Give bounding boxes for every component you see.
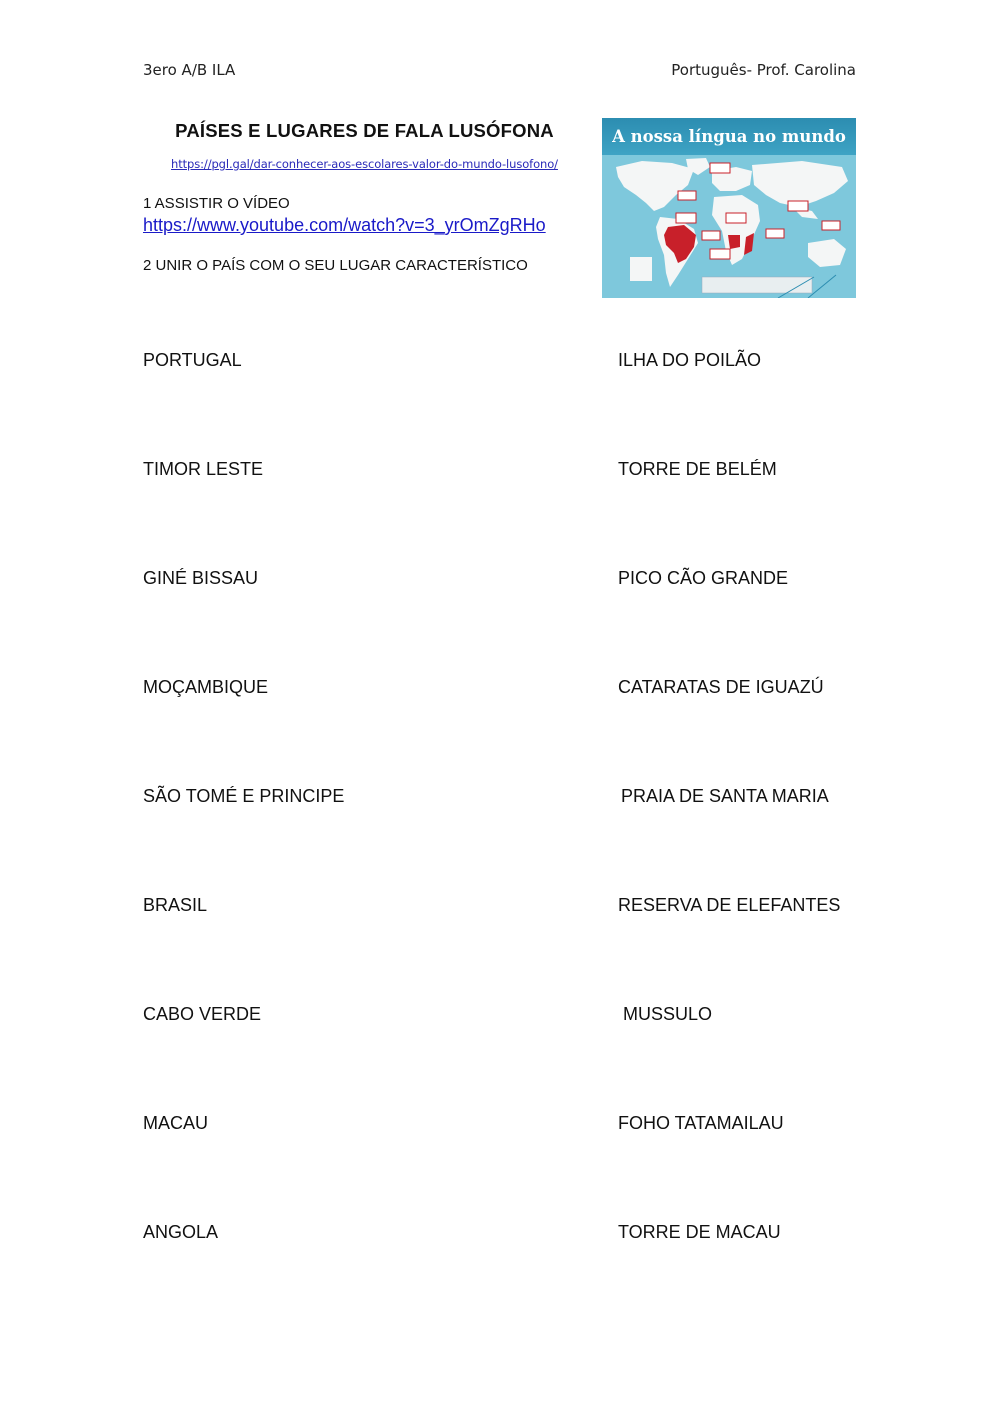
- country-item[interactable]: ANGOLA: [143, 1222, 219, 1242]
- country-item[interactable]: MOÇAMBIQUE: [143, 677, 269, 697]
- world-map-graphic: [602, 155, 856, 298]
- place-item[interactable]: FOHO TATAMAILAU: [618, 1113, 784, 1133]
- source-link[interactable]: https://pgl.gal/dar-conhecer-aos-escolares-valor-do-mundo-lusofono/: [171, 157, 558, 171]
- step-1-instruction: 1 ASSISTIR O VÍDEO: [143, 195, 290, 212]
- header-class: 3ero A/B ILA: [143, 61, 236, 79]
- country-item[interactable]: BRASIL: [143, 895, 208, 915]
- place-item[interactable]: MUSSULO: [623, 1004, 713, 1024]
- country-item[interactable]: PORTUGAL: [143, 350, 242, 370]
- step-2-instruction: 2 UNIR O PAÍS COM O SEU LUGAR CARACTERÍSTICO: [143, 257, 528, 274]
- place-item[interactable]: CATARATAS DE IGUAZÚ: [618, 677, 824, 697]
- country-item[interactable]: MACAU: [143, 1113, 209, 1133]
- country-item[interactable]: CABO VERDE: [143, 1004, 262, 1024]
- map-banner-title: A nossa língua no mundo: [602, 118, 856, 155]
- place-item[interactable]: PRAIA DE SANTA MARIA: [621, 786, 829, 806]
- country-item[interactable]: SÃO TOMÉ E PRINCIPE: [143, 786, 345, 806]
- header-teacher: Português- Prof. Carolina: [671, 61, 856, 79]
- place-item[interactable]: TORRE DE MACAU: [618, 1222, 781, 1242]
- country-item[interactable]: TIMOR LESTE: [143, 459, 264, 479]
- video-link[interactable]: https://www.youtube.com/watch?v=3_yrOmZgRHo: [143, 215, 546, 235]
- place-item[interactable]: RESERVA DE ELEFANTES: [618, 895, 841, 915]
- lusophone-world-map-image: [602, 118, 856, 298]
- place-item[interactable]: PICO CÃO GRANDE: [618, 568, 789, 588]
- place-item[interactable]: ILHA DO POILÃO: [618, 350, 762, 370]
- place-item[interactable]: TORRE DE BELÉM: [618, 459, 777, 479]
- worksheet-title: PAÍSES E LUGARES DE FALA LUSÓFONA: [175, 120, 554, 141]
- country-item[interactable]: GINÉ BISSAU: [143, 568, 259, 588]
